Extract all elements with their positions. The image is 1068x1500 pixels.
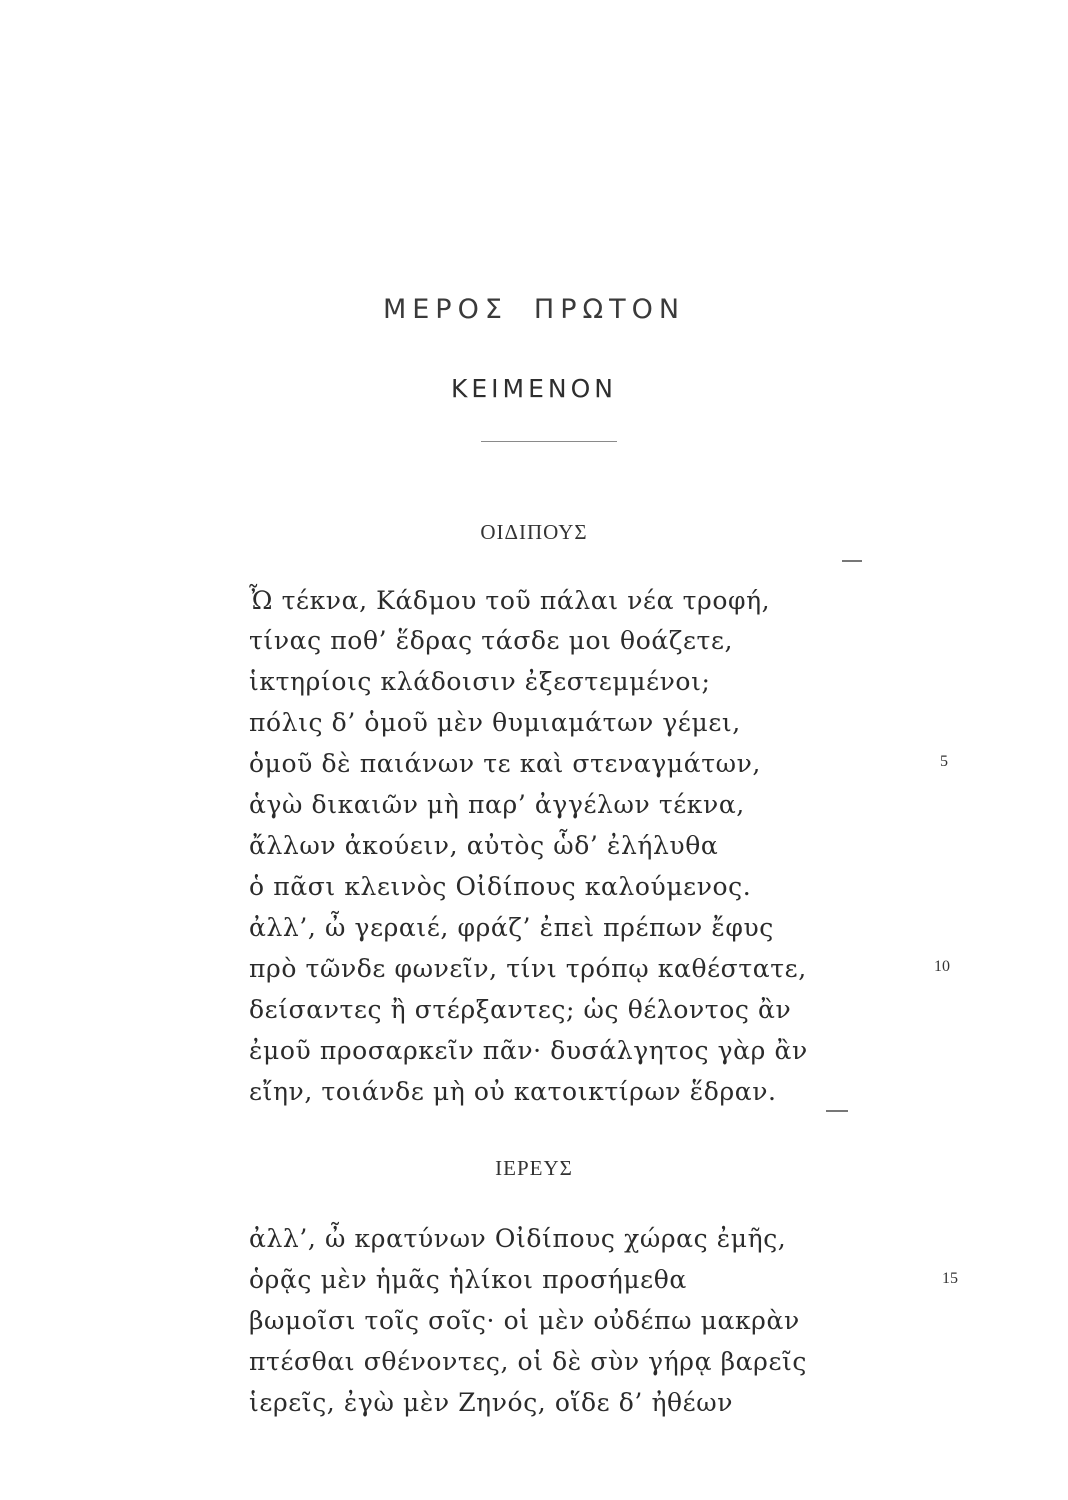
- verse-line: τίνας ποθ’ ἕδρας τάσδε μοι θοάζετε,: [249, 626, 734, 655]
- verse-line: ἐμοῦ προσαρκεῖν πᾶν· δυσάλγητος γὰρ ἂν: [249, 1036, 808, 1065]
- line-number: 10: [934, 958, 950, 975]
- part-title-word-1: ΜΕΡΟΣ: [382, 294, 508, 325]
- verse-line: ὁμοῦ δὲ παιάνων τε καὶ στεναγμάτων,: [249, 749, 761, 778]
- speaker-change-mark: [842, 560, 862, 562]
- verse-line: ἀλλ’, ὦ κρατύνων Οἰδίπους χώρας ἐμῆς,: [249, 1224, 787, 1253]
- verse-line: εἴην, τοιάνδε μὴ οὐ κατοικτίρων ἕδραν.: [249, 1077, 777, 1106]
- verse-line: ἁγὼ δικαιῶν μὴ παρ’ ἀγγέλων τέκνα,: [249, 790, 745, 819]
- verse-line: ὁ πᾶσι κλεινὸς Οἰδίπους καλούμενος.: [249, 872, 752, 901]
- verse-line: ἄλλων ἀκούειν, αὐτὸς ὧδ’ ἐλήλυθα: [249, 831, 719, 860]
- line-number: 5: [940, 753, 948, 770]
- verse-line: πρὸ τῶνδε φωνεῖν, τίνι τρόπῳ καθέστατε,: [249, 954, 807, 983]
- verse-line: δείσαντες ἢ στέρξαντες; ὡς θέλοντος ἂν: [249, 995, 792, 1024]
- speaker-heading-oedipus: ΟΙΔΙΠΟΥΣ: [480, 520, 588, 544]
- line-number: 15: [942, 1270, 958, 1287]
- verse-line: Ὦ τέκνα, Κάδμου τοῦ πάλαι νέα τροφή,: [249, 586, 771, 615]
- verse-line: ὁρᾷς μὲν ἡμᾶς ἡλίκοι προσήμεθα: [249, 1265, 687, 1294]
- part-title: [0, 294, 1068, 325]
- speaker-change-mark: [826, 1110, 848, 1112]
- verse-line: πτέσθαι σθένοντες, οἱ δὲ σὺν γήρᾳ βαρεῖς: [249, 1347, 808, 1376]
- verse-line: πόλις δ’ ὁμοῦ μὲν θυμιαμάτων γέμει,: [249, 708, 741, 737]
- part-title-word-2: ΠΡΩΤΟΝ: [533, 294, 686, 325]
- section-title: ΚΕΙΜΕΝΟΝ: [450, 374, 617, 403]
- verse-line: βωμοῖσι τοῖς σοῖς· οἱ μὲν οὐδέπω μακρὰν: [249, 1306, 800, 1335]
- speaker-heading-priest: ΙΕΡΕΥΣ: [495, 1156, 573, 1180]
- verse-line: ἀλλ’, ὦ γεραιέ, φράζ’ ἐπεὶ πρέπων ἔφυς: [249, 913, 774, 942]
- verse-line: ἱκτηρίοις κλάδοισιν ἐξεστεμμένοι;: [249, 667, 711, 696]
- verse-line: ἱερεῖς, ἐγὼ μὲν Ζηνός, οἵδε δ’ ἠθέων: [249, 1388, 734, 1417]
- section-divider: [481, 441, 617, 442]
